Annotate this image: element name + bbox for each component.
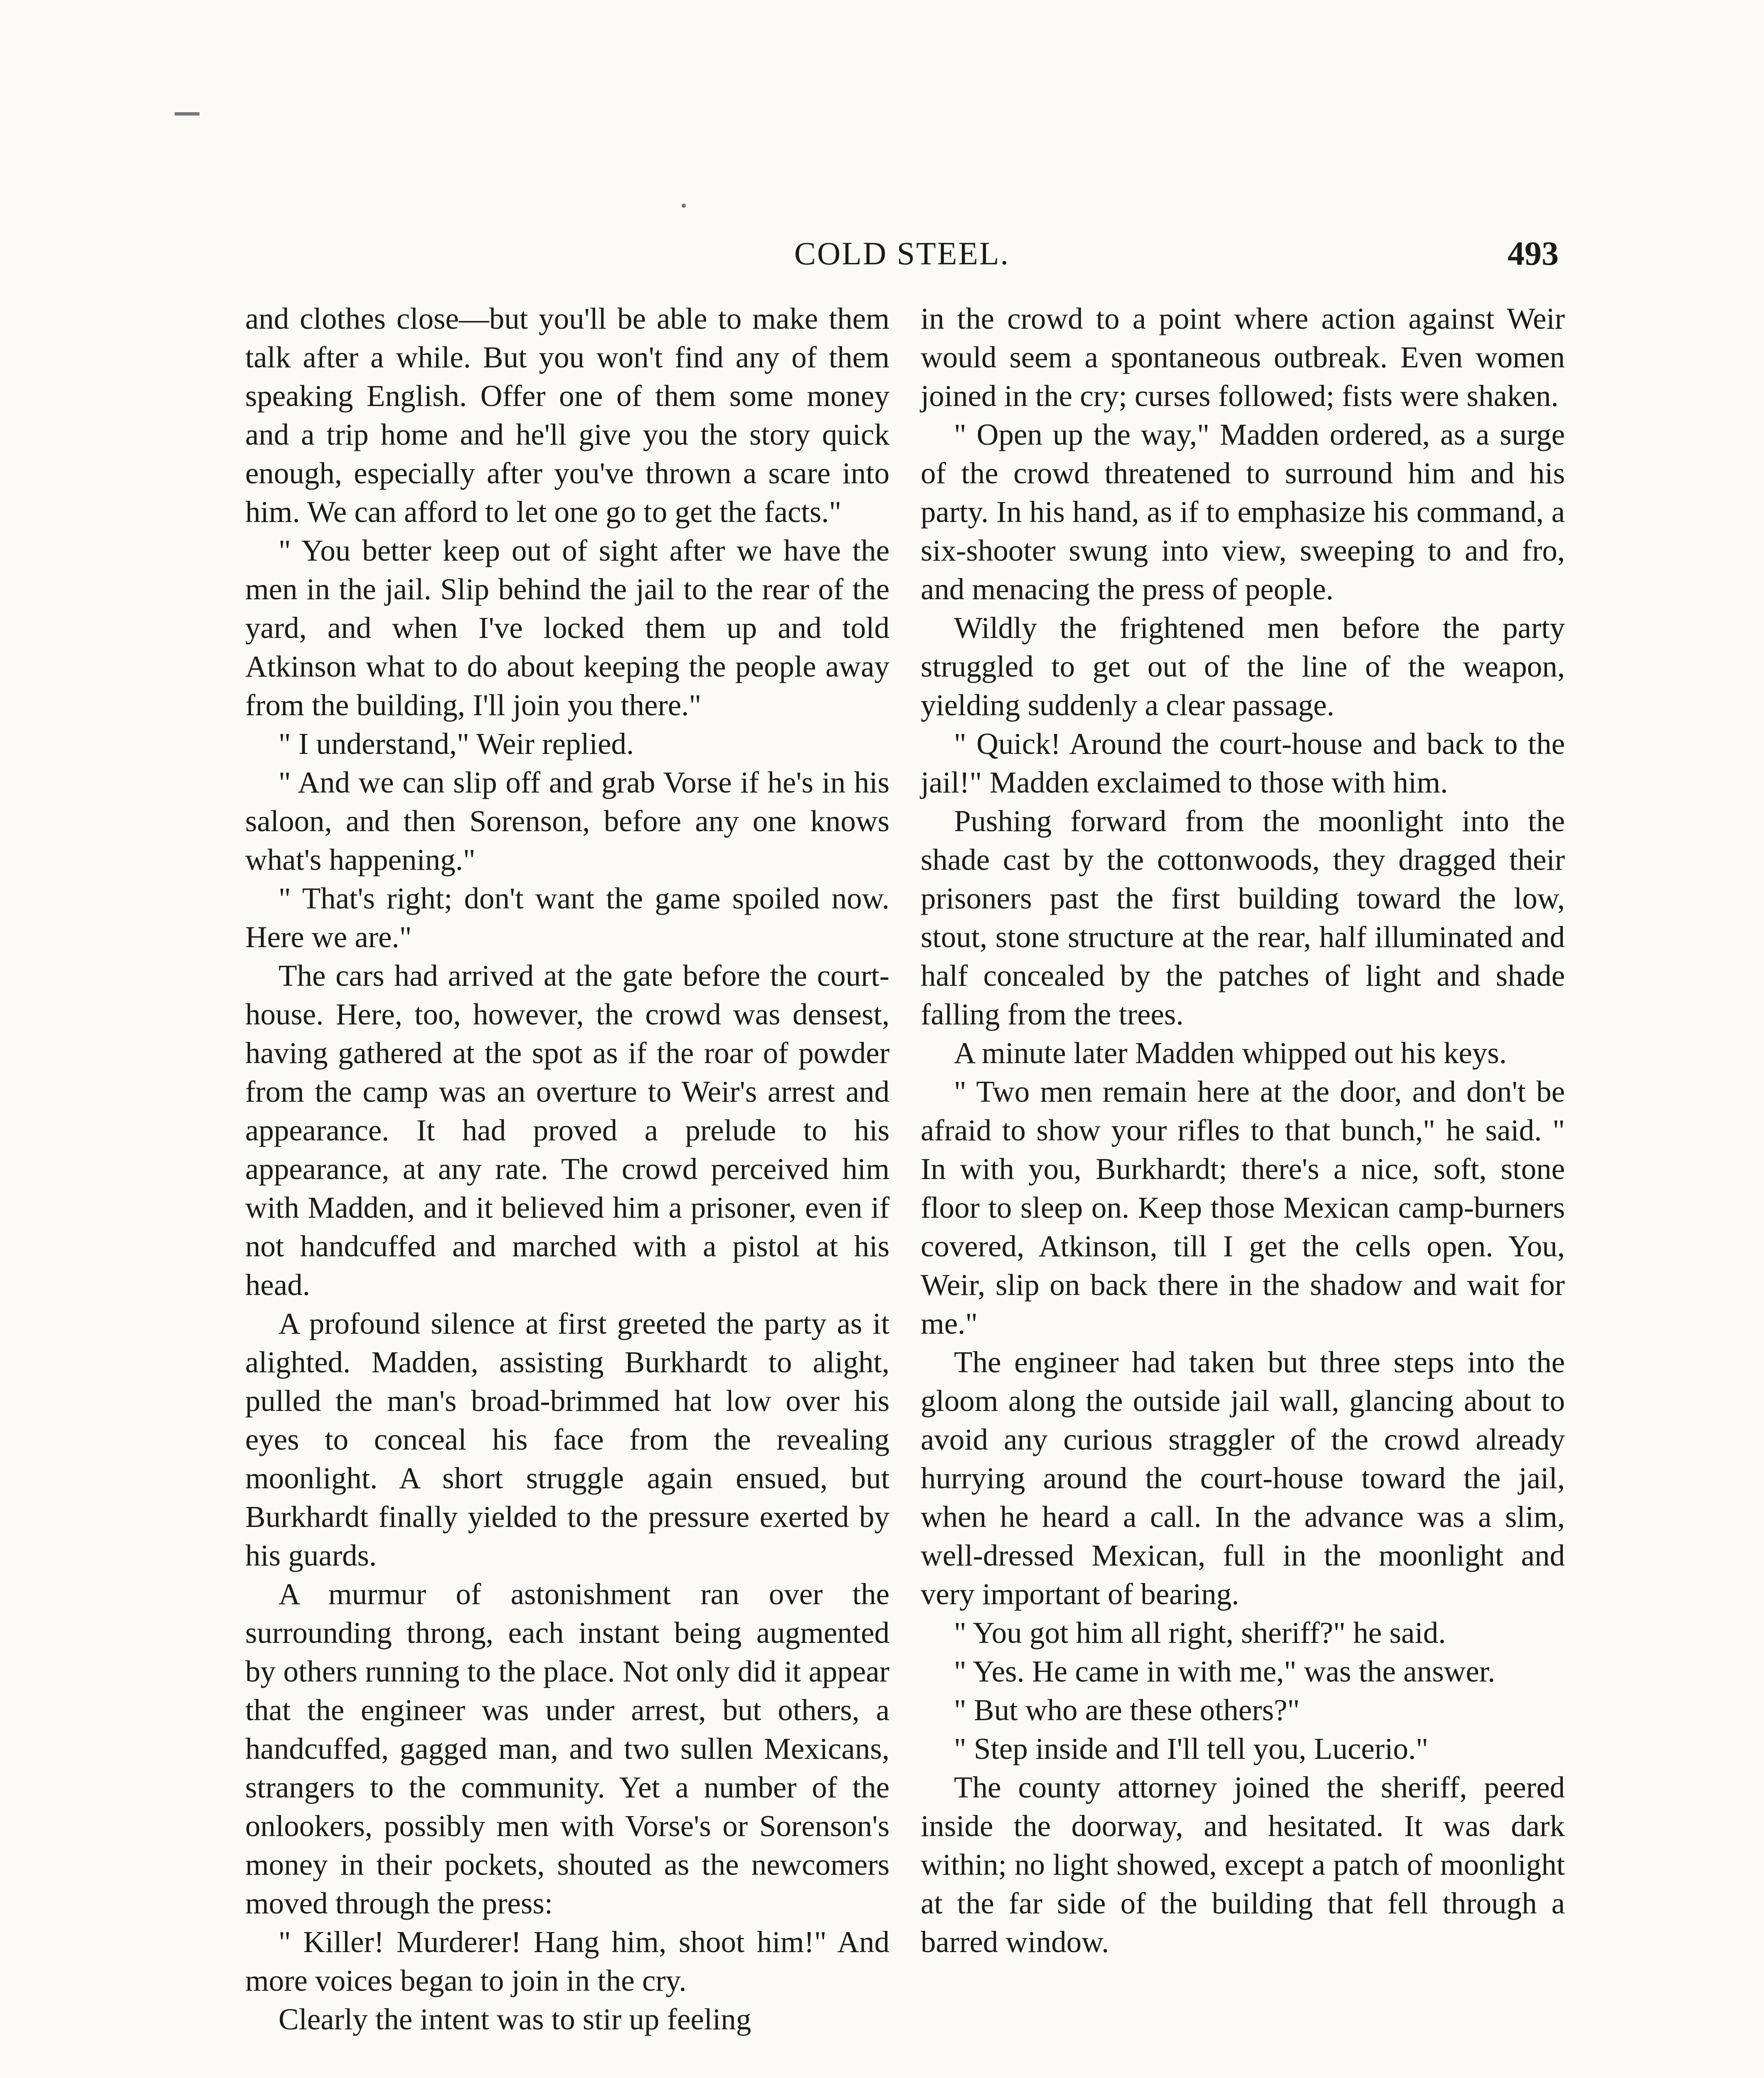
paragraph: Clearly the intent was to stir up feeling <box>278 2002 751 2036</box>
paragraph: Pushing forward from the moonlight into the shade cast by the cottonwoods, they dragged their prisoners past the first building toward the low, stout, stone structure at the rear, half illuminated and half concealed by the patches of light and shade falling from the trees. <box>921 804 1565 1031</box>
paragraph: " You better keep out of sight after we have the men in the jail. Slip behind the jail to the rear of the yard, and when I've locked them up and told Atkinson what to do about keeping the people away from the building, I'll join you there." <box>245 534 889 722</box>
scan-speck <box>682 204 686 208</box>
paragraph: " Step inside and I'll tell you, Lucerio." <box>954 1732 1429 1765</box>
paragraph: " But who are these others?" <box>954 1693 1300 1727</box>
paragraph: A murmur of astonishment ran over the surrounding throng, each instant being augmented by others running to the place. Not only did it appear that the engineer was under arrest, but others, a handcuffed, gagged man, and two sullen Mexicans, strangers to the community. Yet a number of the onlookers, possibly men with Vorse's or Sorenson's money in their pockets, shouted as the newcomers moved through the press: <box>245 1577 889 1920</box>
paragraph: The county attorney joined the sheriff, peered inside the doorway, and hesitated. It was dark within; no light showed, except a patch of moonlight at the far side of the building that fell through a barred window. <box>921 1770 1565 1959</box>
paragraph: " Yes. He came in with me," was the answer. <box>954 1655 1495 1688</box>
page-header <box>245 229 1559 278</box>
paragraph: " That's right; don't want the game spoiled now. Here we are." <box>245 881 889 954</box>
left-column <box>245 299 889 2039</box>
paragraph: A minute later Madden whipped out his keys. <box>954 1036 1507 1070</box>
paragraph: " Open up the way," Madden ordered, as a surge of the crowd threatened to surround him and his party. In his hand, as if to emphasize his command, a six-shooter swung into view, sweeping to and fro, and menacing the press of people. <box>921 418 1565 606</box>
paragraph: in the crowd to a point where action against Weir would seem a spontaneous outbreak. Even women joined in the cry; curses followed; fists were shaken. <box>921 302 1565 413</box>
paragraph: The cars had arrived at the gate before the court-house. Here, too, however, the crowd was densest, having gathered at the spot as if the roar of powder from the camp was an overture to Weir's arrest and appearance. It had proved a prelude to his appearance, at any rate. The crowd perceived him with Madden, and it believed him a prisoner, even if not handcuffed and marched with a pistol at his head. <box>245 959 889 1302</box>
paragraph: " Killer! Murderer! Hang him, shoot him!" And more voices began to join in the cry. <box>245 1925 889 1997</box>
scan-speck <box>175 112 200 116</box>
paragraph: " You got him all right, sheriff?" he said. <box>954 1616 1446 1650</box>
paragraph: " I understand," Weir replied. <box>278 727 634 761</box>
right-column <box>921 299 1565 1961</box>
paragraph: " And we can slip off and grab Vorse if he's in his saloon, and then Sorenson, before any one knows what's happening." <box>245 766 889 877</box>
running-title: COLD STEEL. <box>794 235 1010 271</box>
paragraph: " Two men remain here at the door, and don't be afraid to show your rifles to that bunch," he said. " In with you, Burkhardt; there's a nice, soft, stone floor to sleep on. Keep those Mexican camp-burners covered, Atkinson, till I get the cells open. You, Weir, slip on back there in the shadow and wait for me." <box>921 1075 1565 1340</box>
paragraph: A profound silence at first greeted the party as it alighted. Madden, assisting Burkhardt to alight, pulled the man's broad-brimmed hat low over his eyes to conceal his face from the revealing moonlight. A short struggle again ensued, but Burkhardt finally yielded to the pressure exerted by his guards. <box>245 1307 889 1572</box>
paragraph: and clothes close—but you'll be able to make them talk after a while. But you won't find any of them speaking English. Offer one of them some money and a trip home and he'll give you the story quick enough, especially after you've thrown a scare into him. We can afford to let one go to get the facts." <box>245 302 889 529</box>
page-number: 493 <box>1508 234 1559 272</box>
paragraph: Wildly the frightened men before the party struggled to get out of the line of the weapon, yielding suddenly a clear passage. <box>921 611 1565 722</box>
paragraph: " Quick! Around the court-house and back to the jail!" Madden exclaimed to those with him. <box>921 727 1565 799</box>
paragraph: The engineer had taken but three steps into the gloom along the outside jail wall, glancing about to avoid any curious straggler of the crowd already hurrying around the court-house toward the jail, when he heard a call. In the advance was a slim, well-dressed Mexican, full in the moonlight and very important of bearing. <box>921 1345 1565 1611</box>
